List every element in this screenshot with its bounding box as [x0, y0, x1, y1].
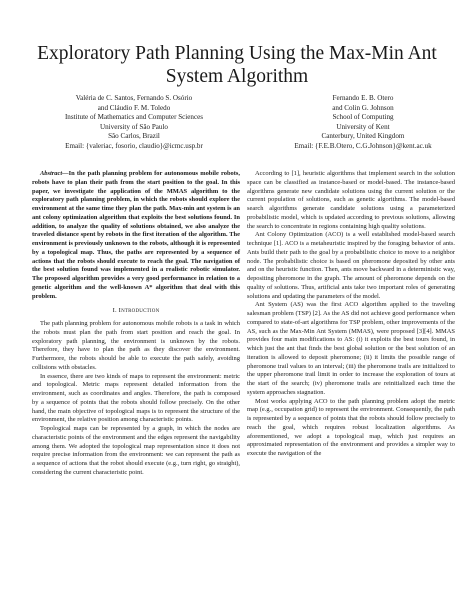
affiliation-line: São Carlos, Brazil: [108, 132, 160, 141]
affiliation-line: University of Kent: [336, 122, 390, 131]
author-line: Valéria de C. Santos, Fernando S. Osório: [75, 94, 193, 102]
abstract: [32, 170, 240, 301]
affiliation-line: Institute of Mathematics and Computer Sciences: [64, 113, 204, 122]
author-block-left: [24, 94, 244, 152]
affiliation-line: School of Computing: [332, 113, 394, 122]
author-line: and Colin G. Johnson: [332, 103, 394, 112]
intro-paragraph: Topological maps can be represented by a graph, in which the nodes are characteristic points of the environment and the edges represent the navigability among them. We adopted the topological map representation since it does not require precise information from the environment: we can represent the path as a sequence of actions that the robot should execute (e.g., turn right, go straight), considering the current characteristic point.: [32, 425, 240, 476]
paper-title: [20, 42, 454, 88]
abstract-text: In the path planning problem for autonomous mobile robots, robots have to plan their path from the start position to the goal. In this paper, we investigate the application of the MMAS algorithm to the exploratory path planning problem, in which the robots should explore the environment at the same time they plan the path. Max-min ant system is an ant colony optimization algorithm that exploits the best solutions found. In addition, to analyze the quality of solutions obtained, we also analyze the traveled distance spent by robots in the first iteration of the algorithm. The environment is previously unknown to the robots, although it is represented by a topological map. Thus, the paths are represented by a sequence of actions that the robots should execute to reach the goal. The navigation of the best solution found was implemented in a realistic robotic simulator. The proposed algorithm provides a very good performance in relation to a genetic algorithm and the well-known A* algorithm that deal with this problem.: [32, 170, 240, 300]
left-column: [32, 170, 240, 478]
body-paragraph: Ant Colony Optimization (ACO) is a well established model-based search technique [1]. ACO is a metaheuristic inspired by the foraging behavior of ants. Ants build their path to the goal by a probabilistic choice to move to a neighbor node. The probabilistic choice is based on pheromone deposited by other ants and on the heuristic function. Then, ants move backward in a deterministic way, depositing pheromone in the graph. The amount of pheromone depends on the quality of solutions. Thus, artificial ants take two important roles of generating solutions and updating the parameters of the model.: [247, 231, 455, 300]
intro-paragraph: In essence, there are two kinds of maps to represent the environment: metric and topological. Metric maps represent detailed information from the environment, such as coordinates and angles. Therefore, the path is composed by a sequence of points that the robots should follow precisely. On the other hand, the main objective of topological maps is to represent the structure of the environment, the relative position among characteristic points.: [32, 372, 240, 424]
affiliation-line: University of São Paulo: [100, 122, 168, 131]
right-column: [247, 170, 455, 459]
paper-title-line-1: Exploratory Path Planning Using the Max-Min Ant: [37, 43, 437, 64]
body-paragraph: Ant System (AS) was the first ACO algorithm applied to the traveling salesman problem (TSP) [2]. As the AS did not achieve good performance when compared to state-of-art algorithms for TSP problem, other improvements of the AS, such as the Max-Min Ant System (MMAS), were proposed [3][4]. MMAS provides four main modifications to AS: (i) it exploits the best tours found, in which just the ant that finds the best global solution or the best solution of an iteration is allowed to deposit pheromone; (ii) it limits the possible range of pheromone trail values to an interval; (iii) the pheromone trails are initialized to the upper pheromone trail limit in order to increase the exploration of tours at the start of the search; (iv) pheromone trails are reinitialized each time the system approaches stagnation.: [247, 301, 455, 396]
body-paragraph: According to [1], heuristic algorithms that implement search in the solution space can be classified as instance-based or model-based. The instance-based algorithms generate new candidate solutions using the current solution or the current population of solutions, such as genetic algorithms. The model-based search algorithms generate candidate solutions using a parameterized probabilistic model, which is updated according to previous solutions, allowing the search to concentrate in regions containing high quality solutions.: [247, 170, 455, 230]
abstract-lead: Abstract—: [40, 170, 69, 177]
affiliation-line: Canterbury, United Kingdom: [321, 132, 405, 141]
body-paragraph: Most works applying ACO to the path planning problem adopt the metric map (e.g., occupation grid) to represent the environment. Consequently, the path is represented by a sequence of points that the robots should follow precisely to reach the goal, which requires robust localization algorithms. As aforementioned, we adopt a topological map, which just requires an approximated representation of the environment and provides a simpler way to execute the navigation of the: [247, 397, 455, 457]
paper-title-line-2: System Algorithm: [165, 66, 309, 87]
intro-paragraph: The path planning problem for autonomous mobile robots is a task in which the robots must plan the path from start position and reach the goal. In exploratory path planning, the environment is unknown by the robots. Therefore, they have to plan the path as they discover the environment. Furthermore, the robots should be able to execute the path safely, avoiding collisions with obstacles.: [32, 320, 240, 371]
author-line: Fernando E. B. Otero: [332, 94, 394, 102]
author-block-right: [268, 94, 458, 152]
author-line: and Cláudio F. M. Toledo: [97, 103, 171, 112]
email-line: Email: {F.E.B.Otero, C.G.Johnson}@kent.ac.uk: [294, 141, 432, 150]
section-heading-introduction: I. Introduction: [112, 307, 160, 315]
email-line: Email: {valeriac, fosorio, claudio}@icmc.usp.br: [65, 141, 203, 150]
